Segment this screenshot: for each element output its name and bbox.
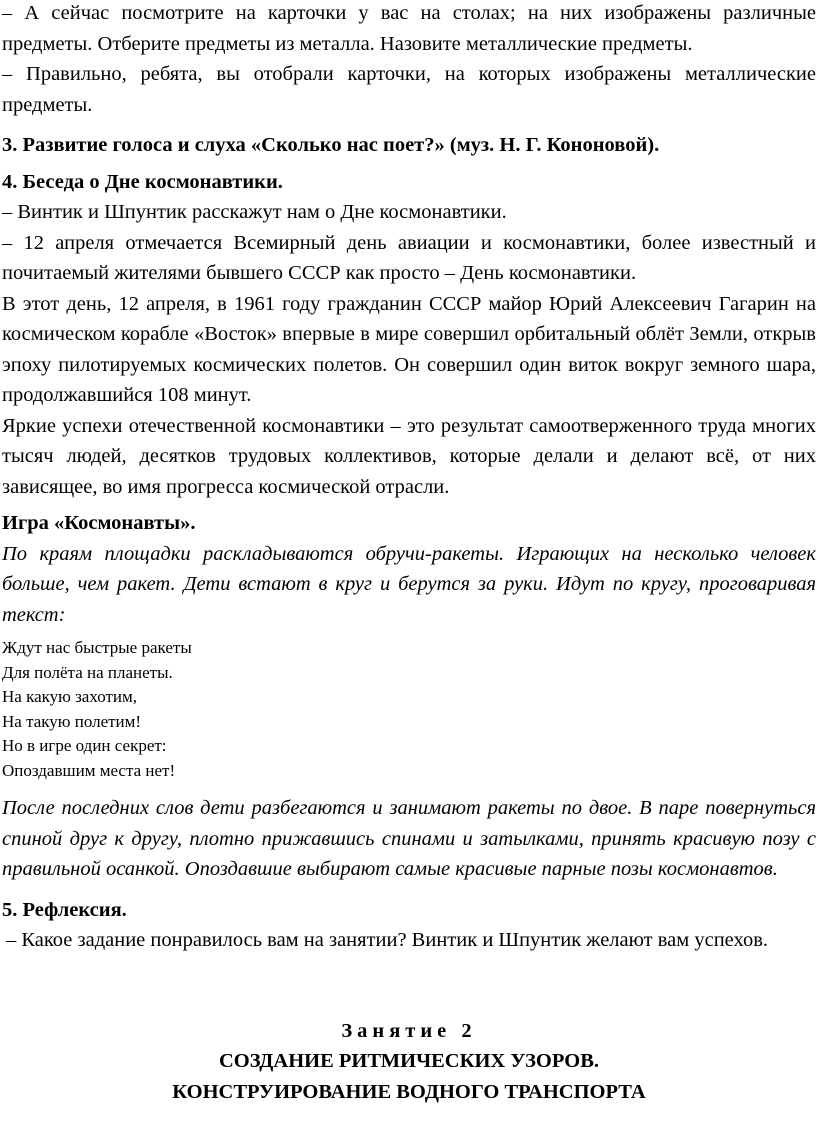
section3-heading: 3. Развитие голоса и слуха «Сколько нас поет?» (муз. Н. Г. Кононовой).	[2, 134, 660, 156]
lesson-title-line-2: КОНСТРУИРОВАНИЕ ВОДНОГО ТРАНСПОРТА	[172, 1080, 646, 1103]
lesson-title-line-1: СОЗДАНИЕ РИТМИЧЕСКИХ УЗОРОВ.	[218, 1050, 600, 1072]
section4-heading: 4. Беседа о Дне космонавтики.	[2, 170, 283, 193]
game-after-text: После последних слов дети разбегаются и занимают ракеты по двое. В паре повернуться спиной друг к другу, плотно прижавшись спинами и затылками, принять красивую позу с правильной осанкой. Опоздавшие выбирают самые красивые парные позы космонавтов.	[2, 797, 816, 880]
section4-paragraph-4: Яркие успехи отечественной космонавтики – это результат самоотверженного труда многих тысяч людей, десятков трудовых коллективов, которые делали и делают всё, от них зависящее, во имя прогресса космической отрасли.	[2, 414, 816, 498]
poem-line: На такую полетим!	[2, 711, 142, 731]
game-heading: Игра «Космонавты».	[2, 512, 196, 534]
poem-line: Для полёта на планеты.	[2, 662, 173, 682]
poem-line: Ждут нас быстрые ракеты	[2, 638, 192, 657]
section4-paragraph-2: – 12 апреля отмечается Всемирный день авиации и космонавтики, более известный и почитаемый жителями бывшего СССР как просто – День космонавтики.	[2, 231, 816, 284]
section4-paragraph-1: – Винтик и Шпунтик расскажут нам о Дне космонавтики.	[2, 201, 507, 223]
intro-paragraph-1: – А сейчас посмотрите на карточки у вас на столах; на них изображены различные предметы. Отберите предметы из металла. Назовите металлические предметы.	[2, 2, 816, 55]
section5-text: – Какое задание понравилось вам на занятии? Винтик и Шпунтик желают вам успехов.	[6, 929, 769, 951]
section5-heading: 5. Рефлексия.	[2, 898, 127, 921]
poem-line: На какую захотим,	[2, 687, 138, 706]
section4-paragraph-3: В этот день, 12 апреля, в 1961 году гражданин СССР майор Юрий Алексеевич Гагарин на космическом корабле «Восток» впервые в мире совершил орбитальный облёт Земли, открыв эпоху пилотируемых космических полетов. Он совершил один виток вокруг земного шара, продолжавшийся 108 минут.	[2, 292, 816, 406]
poem-line: Но в игре один секрет:	[2, 736, 167, 755]
lesson-label: Занятие 2	[341, 1019, 477, 1042]
game-instructions: По краям площадки раскладываются обручи-ракеты. Играющих на несколько человек больше, чем ракет. Дети встают в круг и берутся за руки. Идут по кругу, проговаривая текст:	[2, 542, 816, 626]
intro-paragraph-2: – Правильно, ребята, вы отобрали карточки, на которых изображены металлические предметы.	[2, 63, 816, 116]
poem-line: Опоздавшим места нет!	[2, 760, 176, 780]
